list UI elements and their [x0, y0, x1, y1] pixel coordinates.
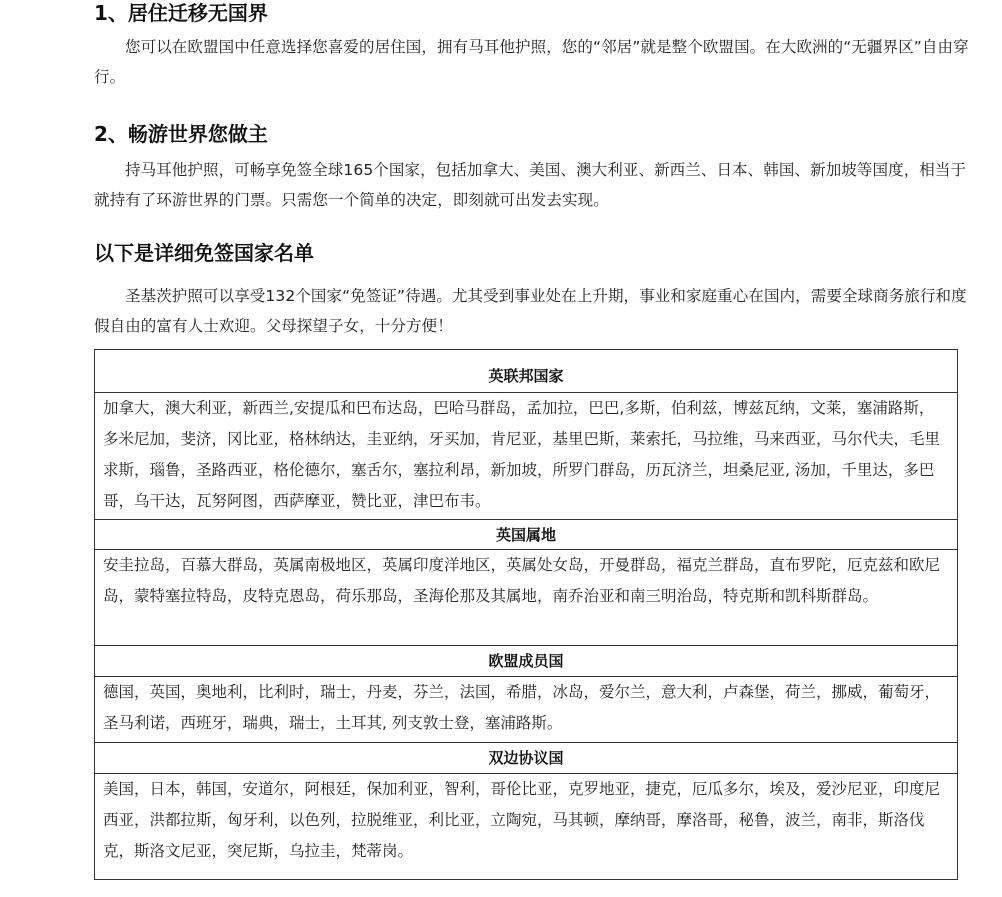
section-heading-residence: 1、居住迁移无国界 [94, 1, 268, 25]
section-text-visa-list: 圣基茨护照可以享受132个国家“免签证”待遇。尤其受到事业处在上升期，事业和家庭重心在国内，需要全球商务旅行和度假自由的富有人士欢迎。父母探望子女，十分方便！ [94, 287, 967, 335]
group-header-british-territories: 英国属地 [95, 520, 957, 550]
group-countries-bilateral: 美国，日本，韩国，安道尔，阿根廷，保加利亚，智利，哥伦比亚，克罗地亚，捷克，厄瓜多尔，埃及，爱沙尼亚，印度尼西亚，洪都拉斯，匈牙利，以色列，拉脱维亚，利比亚，立陶宛，马其顿，摩纳哥，摩洛哥，秘鲁，波兰，南非，斯洛伐克，斯洛文尼亚，突尼斯，乌拉圭，梵蒂岗。 [103, 780, 941, 860]
group-countries-commonwealth: 加拿大，澳大利亚，新西兰,安提瓜和巴布达岛，巴哈马群岛，孟加拉，巴巴,多斯，伯利兹，博兹瓦纳，文莱，塞浦路斯，多米尼加，斐济，冈比亚，格林纳达，圭亚纳，牙买加，肯尼亚，基里巴斯，莱索托，马拉维，马来西亚，马尔代夫，毛里求斯，瑙鲁，圣路西亚，格伦德尔，塞舌尔，塞拉利昂，新加坡，所罗门群岛，历瓦济兰，坦桑尼亚, 汤加，千里达，多巴哥，乌干达，瓦努阿图，西萨摩亚，赞比亚，津巴布韦。 [95, 393, 957, 520]
group-header-bilateral: 双边协议国 [95, 743, 957, 774]
group-header-commonwealth: 英联邦国家 [95, 350, 957, 393]
section-text-travel: 持马耳他护照，可畅享免签全球165个国家，包括加拿大、美国、澳大利亚、新西兰、日本、韩国、新加坡等国度，相当于就持有了环游世界的门票。只需您一个简单的决定，即刻就可出发去实现。 [94, 161, 967, 209]
section-heading-travel: 2、畅游世界您做主 [94, 122, 268, 146]
section-text-residence: 您可以在欧盟国中任意选择您喜爱的居住国，拥有马耳他护照，您的“邻居”就是整个欧盟国。在大欧洲的“无疆界区”自由穿行。 [94, 38, 969, 86]
group-countries-british-territories: 安圭拉岛，百慕大群岛，英属南极地区，英属印度洋地区，英属处女岛，开曼群岛，福克兰群岛，直布罗陀，厄克兹和欧尼岛，蒙特塞拉特岛，皮特克恩岛，荷乐那岛，圣海伦那及其属地，南乔治亚和南三明治岛，特克斯和凯科斯群岛。 [95, 550, 957, 646]
visa-free-country-table [94, 349, 958, 880]
group-header-eu-members: 欧盟成员国 [95, 646, 957, 677]
section-heading-visa-list: 以下是详细免签国家名单 [94, 241, 314, 265]
group-countries-eu-members: 德国，英国，奥地利，比利时，瑞士，丹麦，芬兰，法国，希腊，冰岛，爱尔兰，意大利，卢森堡，荷兰，挪威，葡萄牙，圣马利诺，西班牙，瑞典，瑞士，土耳其, 列支敦士登，塞浦路斯。 [95, 677, 957, 743]
